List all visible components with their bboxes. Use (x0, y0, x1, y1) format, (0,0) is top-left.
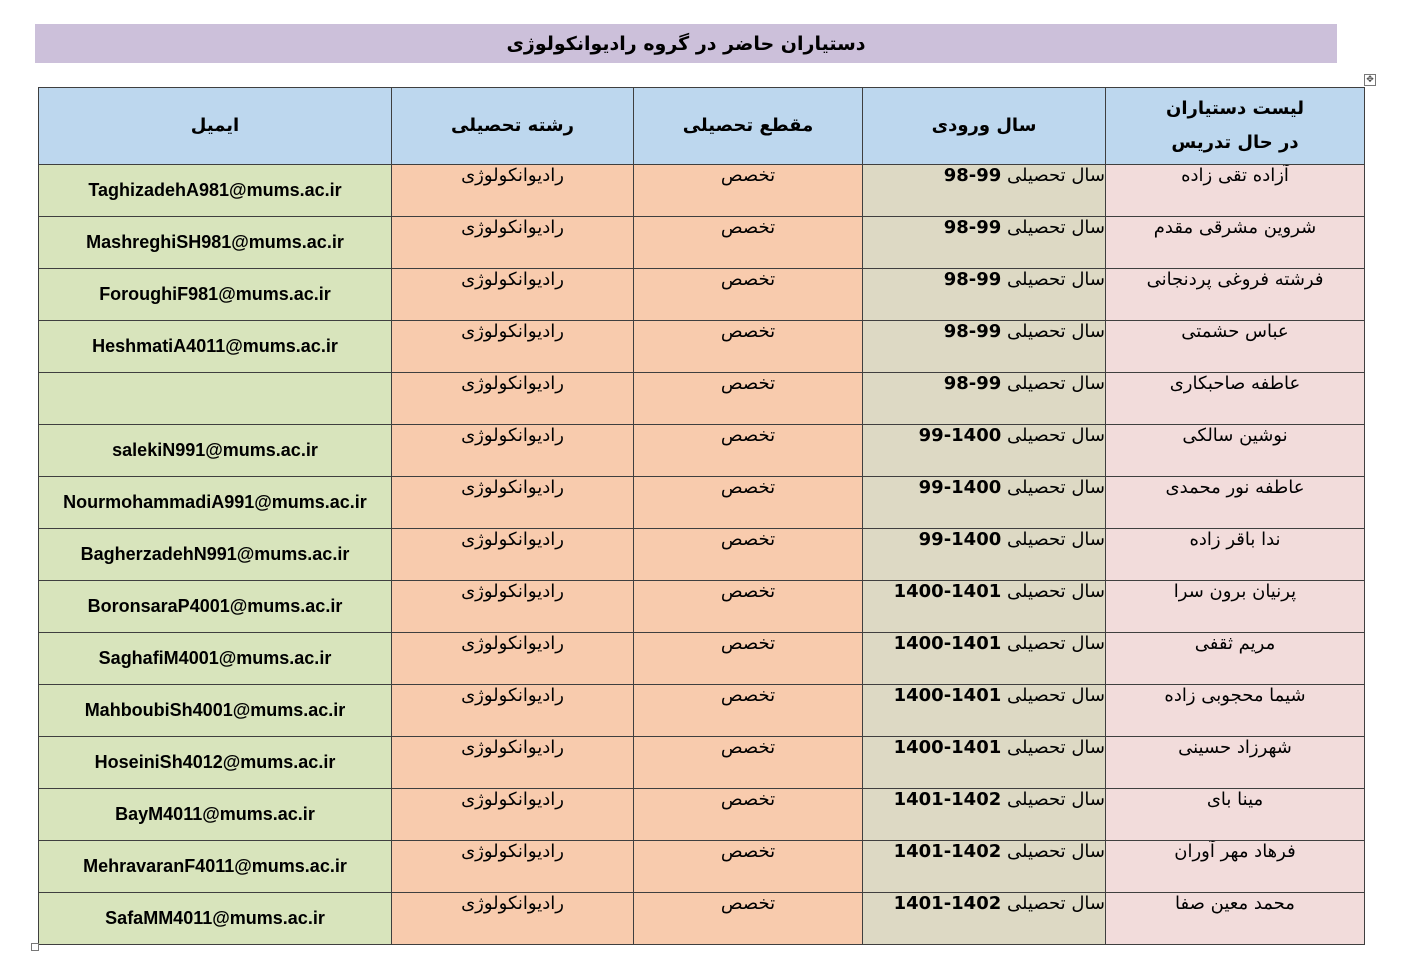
resident-name: فرشته فروغی پردنجانی (1106, 269, 1365, 321)
year-label: سال تحصیلی (1007, 685, 1105, 706)
header-level: مقطع تحصیلی (634, 88, 863, 165)
email-cell[interactable]: MahboubiSh4001@mums.ac.ir (39, 685, 392, 737)
field-cell: رادیوانکولوژی (392, 633, 634, 685)
field-cell: رادیوانکولوژی (392, 841, 634, 893)
entry-year-cell (863, 373, 1106, 425)
field-cell: رادیوانکولوژی (392, 321, 634, 373)
resident-name: شهرزاد حسینی (1106, 737, 1365, 789)
level-cell: تخصص (634, 425, 863, 477)
email-cell[interactable]: BagherzadehN991@mums.ac.ir (39, 529, 392, 581)
table-row (39, 269, 1365, 321)
resident-name: نوشین سالکی (1106, 425, 1365, 477)
resident-name: پرنیان برون سرا (1106, 581, 1365, 633)
field-cell: رادیوانکولوژی (392, 477, 634, 529)
email-cell[interactable]: TaghizadehA981@mums.ac.ir (39, 165, 392, 217)
table-row (39, 841, 1365, 893)
table-row (39, 581, 1365, 633)
resident-name: عباس حشمتی (1106, 321, 1365, 373)
header-name-line2: در حال تدریس (1171, 132, 1299, 153)
level-cell: تخصص (634, 841, 863, 893)
table-row (39, 477, 1365, 529)
header-field: رشته تحصیلی (392, 88, 634, 165)
table-resize-handle[interactable] (31, 943, 39, 951)
header-name-line1: لیست دستیاران (1165, 97, 1305, 119)
header-entry-year: سال ورودی (863, 88, 1106, 165)
year-value: 1400-1401 (893, 685, 1002, 706)
table-row (39, 373, 1365, 425)
year-label: سال تحصیلی (1007, 529, 1105, 550)
entry-year-cell (863, 425, 1106, 477)
level-cell: تخصص (634, 477, 863, 529)
level-cell: تخصص (634, 217, 863, 269)
entry-year-cell (863, 581, 1106, 633)
level-cell: تخصص (634, 893, 863, 945)
table-row (39, 893, 1365, 945)
year-label: سال تحصیلی (1007, 373, 1105, 394)
table-row (39, 321, 1365, 373)
table-row (39, 217, 1365, 269)
level-cell: تخصص (634, 529, 863, 581)
year-value: 99-1400 (918, 425, 1002, 446)
year-label: سال تحصیلی (1007, 737, 1105, 758)
year-value: 1400-1401 (893, 737, 1002, 758)
field-cell: رادیوانکولوژی (392, 581, 634, 633)
field-cell: رادیوانکولوژی (392, 893, 634, 945)
table-row (39, 737, 1365, 789)
year-value: 98-99 (943, 321, 1002, 342)
field-cell: رادیوانکولوژی (392, 269, 634, 321)
resident-name: ندا باقر زاده (1106, 529, 1365, 581)
table-header-row (39, 88, 1365, 165)
year-value: 1400-1401 (893, 581, 1002, 602)
header-email: ایمیل (39, 88, 392, 165)
entry-year-cell (863, 529, 1106, 581)
level-cell: تخصص (634, 165, 863, 217)
table-row (39, 529, 1365, 581)
entry-year-cell (863, 893, 1106, 945)
resident-name: مریم ثقفی (1106, 633, 1365, 685)
resident-name: مینا بای (1106, 789, 1365, 841)
email-cell[interactable]: BayM4011@mums.ac.ir (39, 789, 392, 841)
entry-year-cell (863, 841, 1106, 893)
year-value: 1401-1402 (893, 789, 1002, 810)
year-label: سال تحصیلی (1007, 581, 1105, 602)
year-value: 98-99 (943, 217, 1002, 238)
table-row (39, 633, 1365, 685)
header-name (1106, 88, 1365, 165)
email-cell[interactable]: NourmohammadiA991@mums.ac.ir (39, 477, 392, 529)
email-cell[interactable]: MashreghiSH981@mums.ac.ir (39, 217, 392, 269)
table-row (39, 685, 1365, 737)
resident-name: فرهاد مهر آوران (1106, 841, 1365, 893)
year-label: سال تحصیلی (1007, 633, 1105, 654)
year-label: سال تحصیلی (1007, 165, 1105, 186)
table-row (39, 425, 1365, 477)
level-cell: تخصص (634, 321, 863, 373)
year-value: 1400-1401 (893, 633, 1002, 654)
level-cell: تخصص (634, 633, 863, 685)
email-cell[interactable]: salekiN991@mums.ac.ir (39, 425, 392, 477)
year-label: سال تحصیلی (1007, 217, 1105, 238)
level-cell: تخصص (634, 581, 863, 633)
year-value: 98-99 (943, 269, 1002, 290)
level-cell: تخصص (634, 685, 863, 737)
email-cell[interactable]: BoronsaraP4001@mums.ac.ir (39, 581, 392, 633)
year-value: 1401-1402 (893, 893, 1002, 914)
entry-year-cell (863, 737, 1106, 789)
resident-name: محمد معین صفا (1106, 893, 1365, 945)
residents-table (38, 87, 1365, 945)
year-value: 98-99 (943, 165, 1002, 186)
entry-year-cell (863, 789, 1106, 841)
resident-name: عاطفه نور محمدی (1106, 477, 1365, 529)
field-cell: رادیوانکولوژی (392, 425, 634, 477)
year-label: سال تحصیلی (1007, 321, 1105, 342)
entry-year-cell (863, 269, 1106, 321)
year-value: 98-99 (943, 373, 1002, 394)
field-cell: رادیوانکولوژی (392, 789, 634, 841)
email-cell[interactable]: HoseiniSh4012@mums.ac.ir (39, 737, 392, 789)
field-cell: رادیوانکولوژی (392, 165, 634, 217)
level-cell: تخصص (634, 269, 863, 321)
entry-year-cell (863, 165, 1106, 217)
resident-name: آزاده تقی زاده (1106, 165, 1365, 217)
year-label: سال تحصیلی (1007, 789, 1105, 810)
entry-year-cell (863, 321, 1106, 373)
resident-name: شروین مشرقی مقدم (1106, 217, 1365, 269)
year-label: سال تحصیلی (1007, 269, 1105, 290)
field-cell: رادیوانکولوژی (392, 217, 634, 269)
email-cell[interactable]: SafaMM4011@mums.ac.ir (39, 893, 392, 945)
entry-year-cell (863, 633, 1106, 685)
table-move-handle-icon[interactable]: ✥ (1364, 74, 1376, 86)
entry-year-cell (863, 477, 1106, 529)
year-value: 1401-1402 (893, 841, 1002, 862)
level-cell: تخصص (634, 737, 863, 789)
email-cell[interactable]: MehravaranF4011@mums.ac.ir (39, 841, 392, 893)
year-label: سال تحصیلی (1007, 477, 1105, 498)
resident-name: شیما محجوبی زاده (1106, 685, 1365, 737)
field-cell: رادیوانکولوژی (392, 685, 634, 737)
year-value: 99-1400 (918, 529, 1002, 550)
email-cell[interactable]: ForoughiF981@mums.ac.ir (39, 269, 392, 321)
field-cell: رادیوانکولوژی (392, 373, 634, 425)
table-row (39, 165, 1365, 217)
year-label: سال تحصیلی (1007, 425, 1105, 446)
email-cell[interactable]: SaghafiM4001@mums.ac.ir (39, 633, 392, 685)
level-cell: تخصص (634, 789, 863, 841)
email-cell[interactable] (39, 373, 392, 425)
email-cell[interactable]: HeshmatiA4011@mums.ac.ir (39, 321, 392, 373)
level-cell: تخصص (634, 373, 863, 425)
year-label: سال تحصیلی (1007, 841, 1105, 862)
year-value: 99-1400 (918, 477, 1002, 498)
resident-name: عاطفه صاحبکاری (1106, 373, 1365, 425)
entry-year-cell (863, 685, 1106, 737)
field-cell: رادیوانکولوژی (392, 529, 634, 581)
entry-year-cell (863, 217, 1106, 269)
document-title: دستیاران حاضر در گروه رادیوانکولوژی (35, 24, 1337, 63)
table-row (39, 789, 1365, 841)
year-label: سال تحصیلی (1007, 893, 1105, 914)
field-cell: رادیوانکولوژی (392, 737, 634, 789)
